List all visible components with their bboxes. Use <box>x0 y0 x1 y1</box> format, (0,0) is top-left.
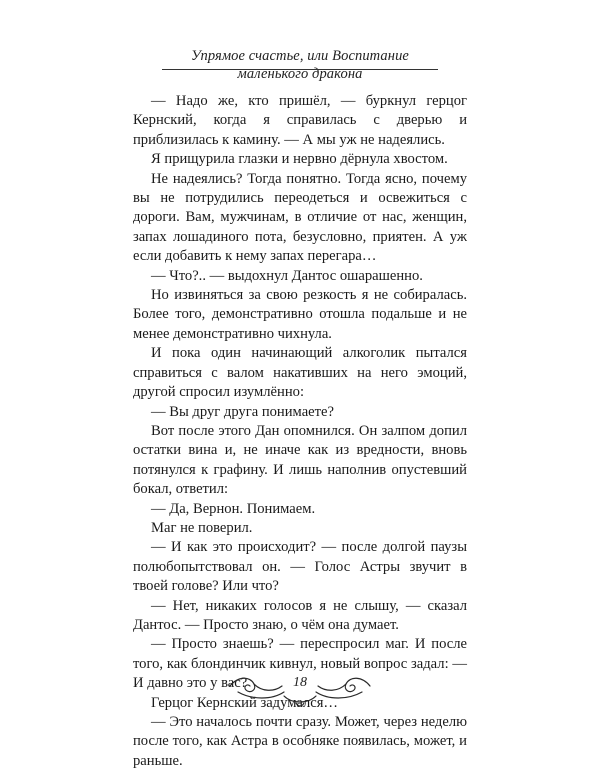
paragraph: Я прищурила глазки и нервно дёрнула хвостом. <box>151 151 448 168</box>
paragraph: — И как это происходит? — после долгой паузы полюбопытствовал он. — Голос Астры звучит в твоей голове? Или что? <box>133 539 467 595</box>
paragraph: — Что?.. — выдохнул Дантос ошарашенно. <box>151 267 423 284</box>
paragraph: — Надо же, кто пришёл, — буркнул герцог Кернский, когда я справилась с дверью и приблизилась к камину. — А мы уж не надеялись. <box>133 93 467 148</box>
paragraph: — Это началось почти сразу. Может, через неделю после того, как Астра в особняке появилась, может, и раньше. <box>133 714 467 769</box>
paragraph: — Да, Вернон. Понимаем. <box>151 500 316 517</box>
paragraph: Но извиняться за свою резкость я не собиралась. Более того, демонстративно отошла подальше и не менее демонстративно чихнула. <box>133 287 467 342</box>
paragraph: — Вы друг друга понимаете? <box>151 403 334 420</box>
paragraph: — Просто знаешь? — переспросил маг. И после того, как блондинчик кивнул, новый вопрос задал: — И давно это у вас? <box>133 636 467 692</box>
paragraph: Маг не поверил. <box>151 519 253 536</box>
paragraph: Вот после этого Дан опомнился. Он залпом допил остатки вина и, не иначе как из вредности, вновь потянулся к графину. И лишь наполнив опустевший бокал, ответил: <box>133 422 467 498</box>
paragraph: И пока один начинающий алкоголик пытался справиться с валом накативших на него эмоций, другой спросил изумлённо: <box>133 345 467 401</box>
running-header-title: Упрямое счастье, или Воспитание маленького дракона <box>191 48 409 82</box>
paragraph: Не надеялись? Тогда понятно. Тогда ясно, почему вы не потрудились переодеться и освежиться с дороги. Вам, мужчинам, в отличие от нас, женщин, запах лошадиного пота, безусловно, приятен. А уж если добавить к нему запах перегара… <box>133 170 467 265</box>
paragraph: Герцог Кернский задумался… <box>151 694 339 711</box>
paragraph: — Нет, никаких голосов я не слышу, — сказал Дантос. — Просто знаю, о чём она думает. <box>133 597 467 633</box>
page-footer <box>228 670 372 710</box>
running-header <box>162 47 438 83</box>
header-rule <box>162 69 438 70</box>
page-number: 18 <box>293 675 307 690</box>
